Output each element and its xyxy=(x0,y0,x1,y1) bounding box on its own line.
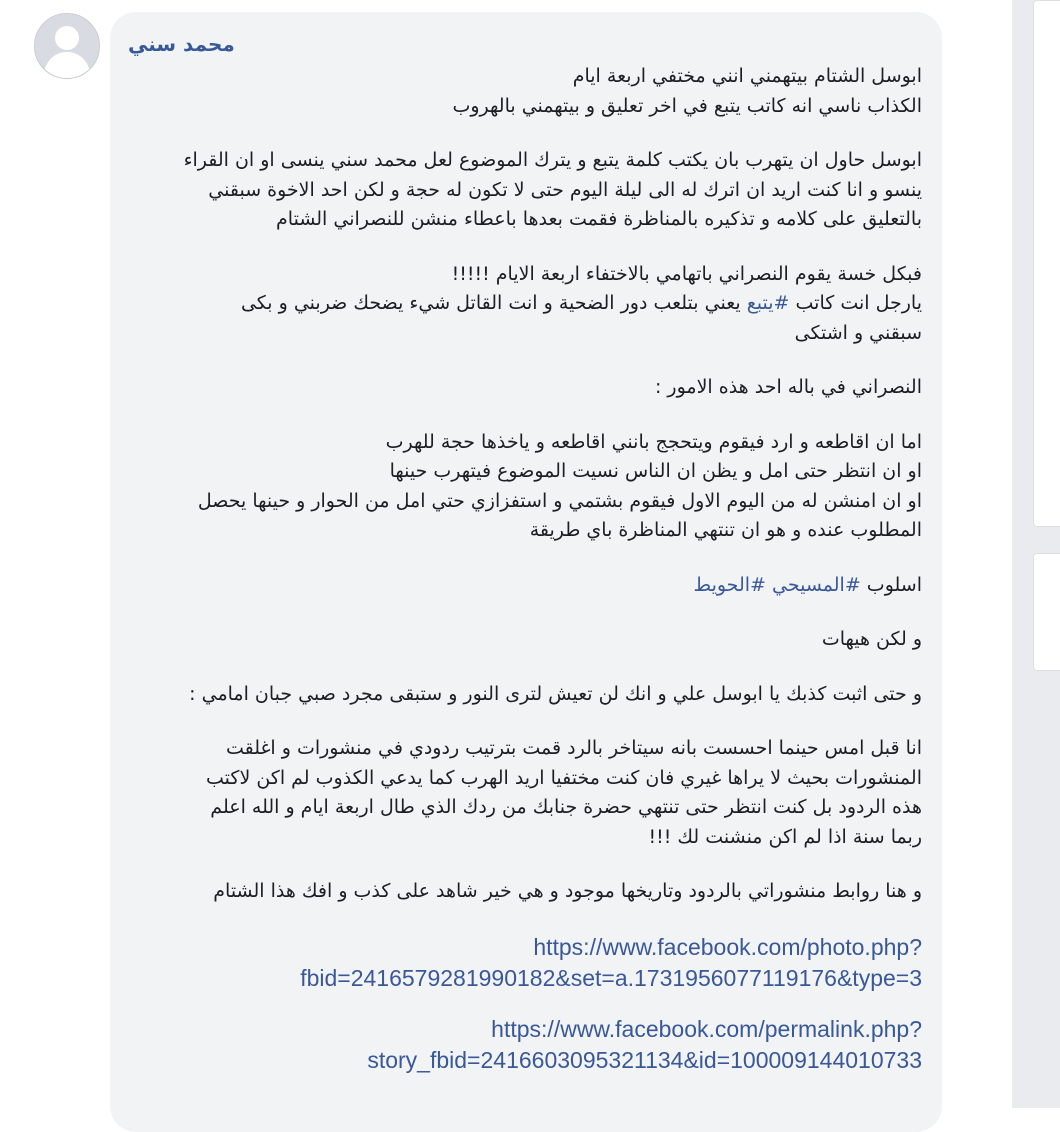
comment-line xyxy=(128,625,922,655)
comment-text: و حتى اثبت كذبك يا ابوسل علي و انك لن تعيش لترى النور و ستبقى مجرد صبي جبان امامي : xyxy=(189,682,922,705)
comment-text: النصراني في باله احد هذه الامور : xyxy=(654,376,922,398)
comment-text: يارجل انت كاتب xyxy=(789,292,922,314)
default-profile-silhouette-icon xyxy=(35,14,99,78)
comment-paragraph xyxy=(128,260,922,349)
comment-body xyxy=(128,62,922,1096)
comment-line xyxy=(128,457,922,487)
url-link-text[interactable]: https://www.facebook.com/permalink.php? xyxy=(491,1015,922,1042)
comment-paragraph xyxy=(128,734,922,852)
comment-paragraph xyxy=(128,571,922,601)
comment-line xyxy=(128,260,922,290)
comment-line xyxy=(128,289,922,319)
comment-text: اسلوب xyxy=(860,573,922,596)
comment-line xyxy=(128,205,922,235)
comment-text: ابوسل الشتام بيتهمني انني مختفي اربعة ايام xyxy=(572,65,922,87)
comment-text: فبكل خسة يقوم النصراني باتهامي بالاختفاء اربعة الايام !!!!! xyxy=(451,262,922,285)
comment-line xyxy=(128,877,922,907)
comment-line xyxy=(128,734,922,764)
sidebar-card xyxy=(1033,0,1060,527)
comment-text: بالتعليق على كلامه و تذكيره بالمناظرة فقمت بعدها باعطاء منشن للنصراني الشتام xyxy=(276,208,922,230)
hashtag-link[interactable]: #المسيحي xyxy=(772,573,861,596)
comment-line xyxy=(128,92,922,122)
comment-paragraph xyxy=(128,428,922,546)
comment-paragraph xyxy=(128,62,922,121)
comment-text: اما ان اقاطعه و ارد فيقوم ويتحجج بانني اقاطعه و ياخذها حجة للهرب xyxy=(385,430,922,453)
comment-text: ابوسل حاول ان يتهرب بان يكتب كلمة يتبع و يترك الموضوع لعل محمد سني ينسى او ان القراء xyxy=(183,149,922,171)
comment-paragraph xyxy=(128,625,922,655)
sidebar-card xyxy=(1033,553,1060,671)
comment-paragraph xyxy=(128,680,922,710)
comment-line xyxy=(128,823,922,853)
comment-line xyxy=(128,516,922,546)
hashtag-link[interactable]: #الحويط xyxy=(693,573,766,596)
comment-line xyxy=(128,680,922,710)
comment-line xyxy=(128,764,922,794)
comment-text: انا قبل امس حينما احسست بانه سيتاخر بالرد قمت بترتيب ردودي في منشورات و اغلقت xyxy=(225,737,922,759)
comment-line xyxy=(128,793,922,823)
comment-line xyxy=(128,176,922,206)
hashtag-link[interactable]: #يتبع xyxy=(746,292,790,314)
comment-text: و لكن هيهات xyxy=(821,628,922,650)
comment-text: يعني بتلعب دور الضحية و انت القاتل شيء يضحك ضربني و بكى xyxy=(240,292,747,314)
url-link[interactable] xyxy=(128,1014,922,1076)
url-link[interactable] xyxy=(128,932,922,994)
url-link-text[interactable]: fbid=2416579281990182&set=a.1731956077119176&type=3 xyxy=(300,964,922,991)
comment-line xyxy=(128,146,922,176)
comment-text: ينسو و انا كنت اريد ان اترك له الى ليلة اليوم حتى لا تكون له حجة و لكن احد الاخوة سبقني xyxy=(208,178,922,201)
comment-line xyxy=(128,428,922,458)
comment-line xyxy=(128,319,922,349)
url-link-text[interactable]: https://www.facebook.com/photo.php? xyxy=(533,933,922,960)
comment-paragraph xyxy=(128,146,922,235)
comment-text: ربما سنة اذا لم اكن منشنت لك !!! xyxy=(648,825,922,848)
comment-paragraph xyxy=(128,877,922,907)
comment-author-name[interactable]: محمد سني xyxy=(128,32,235,56)
commenter-avatar[interactable] xyxy=(34,13,100,79)
comment-line xyxy=(128,62,922,92)
comment-text: هذه الردود بل كنت انتظر حتى تنتهي حضرة جنابك من ردك الذي طال اربعة ايام و الله اعلم xyxy=(210,796,922,818)
comment-paragraph xyxy=(128,373,922,403)
comment-text: او ان امنشن له من اليوم الاول فيقوم بشتمي و استفزازي حتي امل من الحوار و حينها يحصل xyxy=(197,489,922,512)
comment-text: المطلوب عنده و هو ان تنتهي المناظرة باي طريقة xyxy=(529,519,922,541)
comment-text: سبقني و اشتكى xyxy=(794,321,922,344)
comment-text: المنشورات بحيث لا يراها غيري فان كنت مختفيا اريد الهرب كما يدعي الكذوب لم اكن لاكتب xyxy=(206,766,922,789)
comment-text: او ان انتظر حتى امل و يظن ان الناس نسيت الموضوع فيتهرب حينها xyxy=(389,460,922,482)
comment-line xyxy=(128,487,922,517)
comment-line xyxy=(128,373,922,403)
comment-text: و هنا روابط منشوراتي بالردود وتاريخها موجود و هي خير شاهد على كذب و افك هذا الشتام xyxy=(213,880,922,902)
comment-text: الكذاب ناسي انه كاتب يتبع في اخر تعليق و بيتهمني بالهروب xyxy=(452,94,922,117)
url-link-text[interactable]: story_fbid=2416603095321134&id=100009144010733 xyxy=(367,1046,922,1073)
comment-line xyxy=(128,571,922,601)
